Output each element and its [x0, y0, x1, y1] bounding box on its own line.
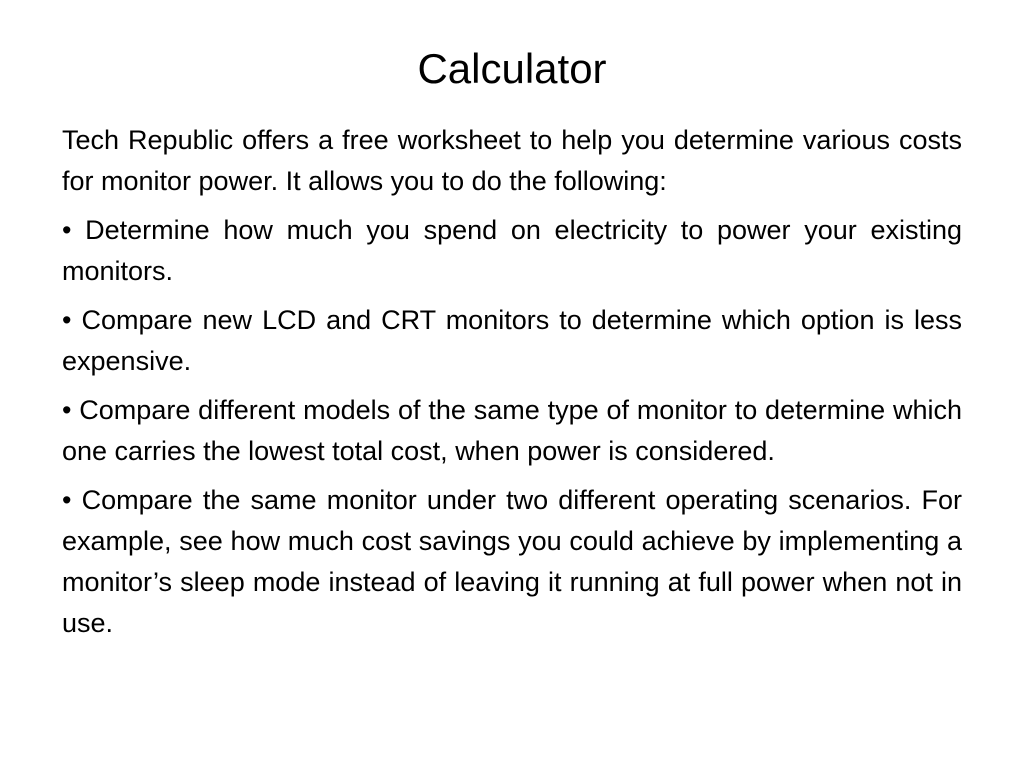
slide-body [62, 120, 962, 644]
bullet-item-electricity-cost: • Determine how much you spend on electricity to power your existing monitors. [62, 215, 962, 286]
bullet-item-lcd-crt-compare: • Compare new LCD and CRT monitors to determine which option is less expensive. [62, 305, 962, 376]
bullet-item-model-compare: • Compare different models of the same type of monitor to determine which one carries the lowest total cost, when power is considered. [62, 395, 962, 466]
intro-paragraph: Tech Republic offers a free worksheet to help you determine various costs for monitor power. It allows you to do the following: [62, 125, 962, 196]
slide-title: Calculator [417, 45, 607, 92]
bullet-item-scenario-compare: • Compare the same monitor under two different operating scenarios. For example, see how much cost savings you could achieve by implementing a monitor’s sleep mode instead of leaving it running at full power when not in use. [62, 485, 962, 638]
